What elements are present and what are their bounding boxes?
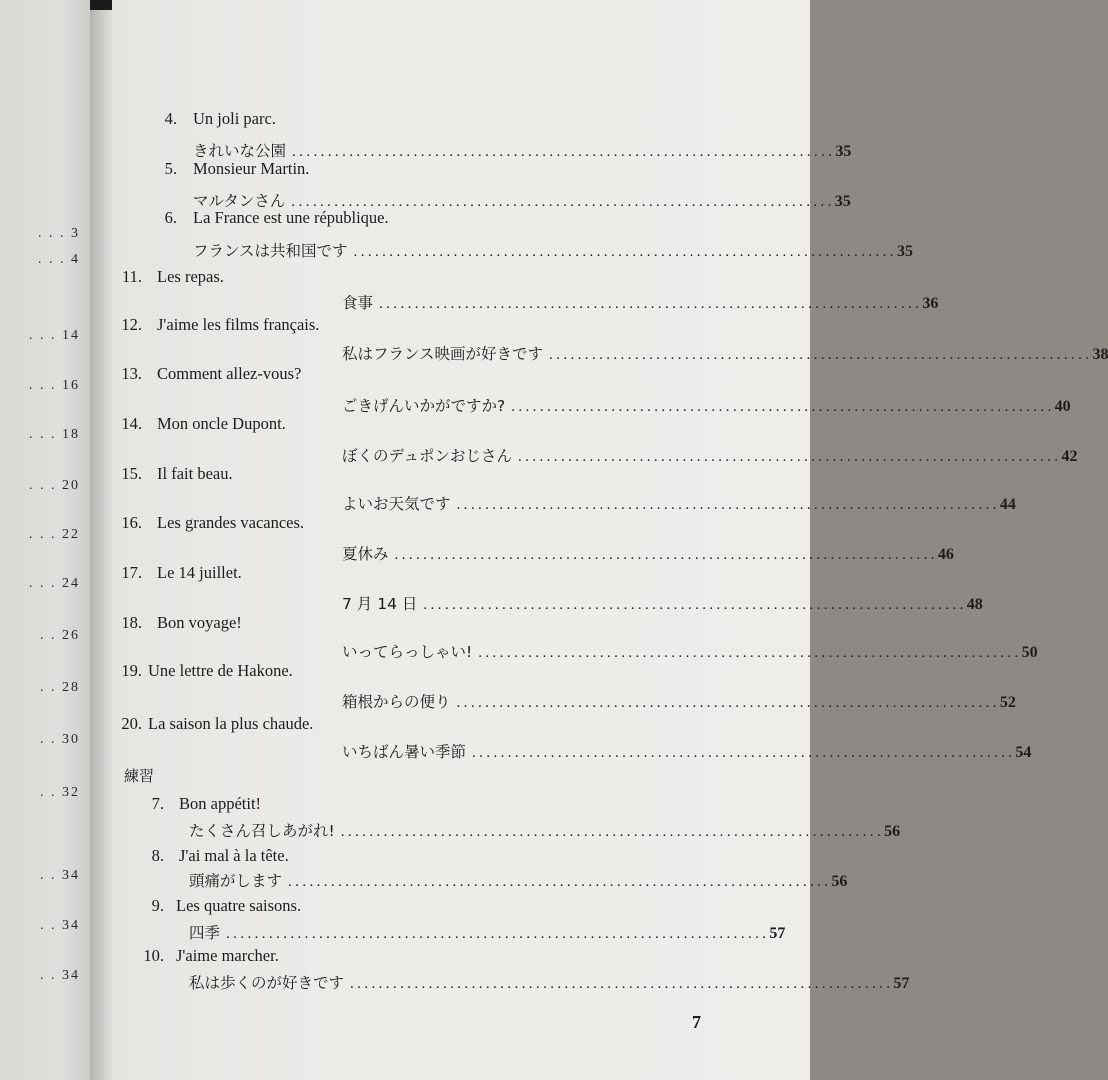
entry-title: Les repas.	[157, 267, 224, 286]
left-page-number: . . 30	[40, 732, 80, 747]
left-page-number-text: 18	[62, 427, 80, 442]
left-page-number-text: 34	[62, 918, 80, 933]
left-page-number: . . . 3	[38, 226, 80, 241]
entry-page-number: 36	[922, 295, 939, 312]
entry-number: 20.	[121, 714, 142, 733]
entry-page-number: 35	[835, 143, 852, 160]
left-page-number: . . . 24	[29, 576, 80, 591]
left-page	[0, 0, 100, 1080]
entry-page-number: 38	[1092, 346, 1108, 363]
entry-page-number: 35	[834, 193, 851, 210]
entry-title: J'ai mal à la tête.	[179, 846, 289, 865]
entry-title: Comment allez-vous?	[157, 364, 302, 383]
entry-translation: いってらっしゃい!	[342, 643, 473, 661]
entry-page-number: 54	[1015, 744, 1032, 761]
left-page-number: . . 26	[40, 628, 80, 643]
toc-entry-translation	[112, 238, 913, 264]
section-heading: 練習	[124, 767, 155, 785]
left-page-number: . . 34	[40, 918, 80, 933]
left-page-number: . . . 14	[29, 328, 80, 343]
entry-number: 14.	[121, 414, 142, 433]
entry-translation: 食事	[342, 294, 374, 312]
toc-entry-title	[112, 510, 810, 536]
entry-page-number: 50	[1021, 644, 1038, 661]
toc-entry-translation	[112, 739, 1032, 765]
dot-leader: ............................................................................	[511, 399, 1055, 415]
entry-title: Les grandes vacances.	[157, 513, 305, 532]
entry-translation: フランスは共和国です	[193, 242, 348, 260]
entry-translation: 箱根からの便り	[342, 693, 451, 711]
entry-translation: きれいな公園	[193, 142, 287, 160]
left-page-number-text: 24	[62, 576, 80, 591]
dot-leader: ............................................................................	[472, 745, 1016, 761]
dot-leader: ............................................................................	[478, 645, 1022, 661]
left-page-number-text: 16	[62, 378, 80, 393]
entry-title: Les quatre saisons.	[176, 896, 302, 915]
dot-leader: ............................................................................	[518, 449, 1062, 465]
toc-entry-translation	[112, 868, 848, 894]
entry-page-number: 40	[1054, 398, 1071, 415]
entry-page-number: 57	[769, 925, 786, 942]
left-page-number: . . 34	[40, 868, 80, 883]
entry-number: 17.	[121, 563, 142, 582]
toc-entry-title	[112, 943, 810, 969]
entry-title: Monsieur Martin.	[193, 159, 310, 178]
entry-translation: 夏休み	[342, 545, 389, 563]
entry-translation: いちばん暑い季節	[342, 743, 467, 761]
entry-number: 7.	[151, 794, 164, 813]
toc-entry-title	[112, 791, 810, 817]
entry-title: Mon oncle Dupont.	[157, 414, 286, 433]
toc-entry-title	[112, 610, 810, 636]
entry-number: 12.	[121, 315, 142, 334]
dot-leader: ............................................................................	[340, 824, 885, 840]
left-page-number-text: 20	[62, 478, 80, 493]
dot-leader: ............................................................................	[292, 144, 836, 160]
toc-entry-translation	[112, 818, 901, 844]
toc-entry-title	[112, 711, 810, 737]
toc-entry-title	[112, 411, 810, 437]
left-page-number-text: 30	[62, 732, 80, 747]
entry-number: 11.	[121, 267, 142, 286]
entry-page-number: 46	[937, 546, 954, 563]
entry-page-number: 35	[896, 243, 913, 260]
dot-leader: ............................................................................	[456, 695, 1000, 711]
dot-leader: ............................................................................	[291, 194, 835, 210]
entry-title: Bon voyage!	[157, 613, 242, 632]
dot-leader: ............................................................................	[549, 347, 1093, 363]
entry-translation: 四季	[189, 924, 221, 942]
toc-entry-title	[112, 106, 810, 132]
entry-title: La France est une république.	[193, 208, 389, 227]
left-page-number: . . . 18	[29, 427, 80, 442]
dot-leader: ............................................................................	[379, 296, 923, 312]
left-page-number-text: 34	[62, 868, 80, 883]
entry-number: 18.	[121, 613, 142, 632]
dot-leader: ............................................................................	[394, 547, 938, 563]
toc-entry-title	[112, 893, 810, 919]
entry-page-number: 42	[1061, 448, 1078, 465]
entry-translation: よいお天気です	[342, 495, 451, 513]
left-page-number-text: 3	[71, 226, 80, 241]
toc-entry-title	[112, 264, 810, 290]
entry-title: La saison la plus chaude.	[148, 714, 314, 733]
left-page-number-text: 32	[62, 785, 80, 800]
left-page-number-text: 28	[62, 680, 80, 695]
entry-number: 10.	[143, 946, 164, 965]
toc-entry-title	[112, 560, 810, 586]
toc-entry-title	[112, 361, 810, 387]
dot-leader: ............................................................................	[353, 244, 897, 260]
entry-page-number: 56	[884, 823, 901, 840]
entry-title: Il fait beau.	[157, 464, 233, 483]
left-page-number: . . . 4	[38, 252, 80, 267]
dot-leader: ............................................................................	[423, 597, 967, 613]
entry-page-number: 56	[831, 873, 848, 890]
left-page-number: . . . 20	[29, 478, 80, 493]
entry-title: Un joli parc.	[193, 109, 276, 128]
left-page-number-text: 26	[62, 628, 80, 643]
entry-translation: 7 月 14 日	[342, 595, 418, 613]
entry-number: 15.	[121, 464, 142, 483]
entry-translation: 私は歩くのが好きです	[189, 974, 345, 992]
right-page	[112, 0, 1108, 1080]
dot-leader: ............................................................................	[288, 874, 832, 890]
entry-title: J'aime les films français.	[157, 315, 320, 334]
entry-translation: 私はフランス映画が好きです	[342, 345, 544, 363]
left-page-number: . . 34	[40, 968, 80, 983]
toc-entry-title	[112, 461, 810, 487]
entry-number: 16.	[121, 513, 142, 532]
entry-title: Une lettre de Hakone.	[148, 661, 293, 680]
entry-number: 8.	[151, 846, 164, 865]
entry-page-number: 48	[966, 596, 983, 613]
toc-entry-title	[112, 843, 810, 869]
entry-number: 13.	[121, 364, 142, 383]
left-page-number-text: 22	[62, 527, 80, 542]
left-page-number: . . 32	[40, 785, 80, 800]
entry-number: 19.	[121, 661, 142, 680]
entry-page-number: 57	[893, 975, 910, 992]
toc-entry-title	[112, 658, 810, 684]
entry-translation: 頭痛がします	[189, 872, 283, 890]
toc-entry-title	[112, 156, 810, 182]
toc-entry-translation	[112, 970, 910, 996]
entry-translation: ぼくのデュポンおじさん	[342, 447, 513, 465]
toc-entry-title	[112, 205, 810, 231]
entry-title: Bon appétit!	[179, 794, 262, 813]
left-page-number-text: 34	[62, 968, 80, 983]
dot-leader: ............................................................................	[226, 926, 770, 942]
entry-translation: たくさん召しあがれ!	[189, 822, 335, 840]
left-page-number: . . . 22	[29, 527, 80, 542]
page-number: 7	[692, 1012, 701, 1032]
entry-title: Le 14 juillet.	[157, 563, 242, 582]
entry-number: 9.	[151, 896, 164, 915]
entry-title: J'aime marcher.	[176, 946, 279, 965]
entry-translation: マルタンさん	[193, 192, 286, 210]
left-page-number-text: 14	[62, 328, 80, 343]
entry-page-number: 44	[999, 496, 1016, 513]
left-page-number: . . . 16	[29, 378, 80, 393]
left-page-number-text: 4	[71, 252, 80, 267]
left-page-number: . . 28	[40, 680, 80, 695]
entry-translation: ごきげんいかがですか?	[342, 397, 506, 415]
dot-leader: ............................................................................	[350, 976, 894, 992]
dot-leader: ............................................................................	[456, 497, 1000, 513]
entry-page-number: 52	[999, 694, 1016, 711]
entry-number: 4.	[164, 109, 177, 128]
entry-number: 6.	[164, 208, 177, 227]
entry-number: 5.	[164, 159, 177, 178]
toc-entry-title	[112, 312, 810, 338]
